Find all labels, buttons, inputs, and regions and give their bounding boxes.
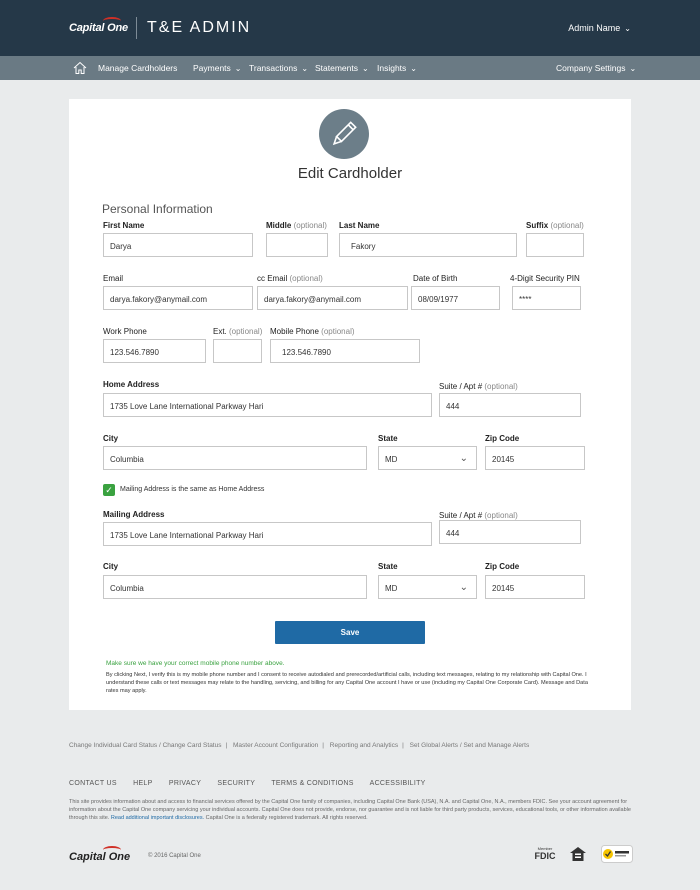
- email-field[interactable]: darya.fakory@anymail.com: [103, 286, 253, 310]
- user-menu-label: Admin Name: [568, 23, 621, 33]
- cc-email-label: cc Email (optional): [257, 274, 323, 283]
- nav-item-payments[interactable]: Payments ⌄: [193, 63, 242, 73]
- chevron-down-icon: ⌄: [362, 64, 369, 73]
- dob-field[interactable]: 08/09/1977: [411, 286, 500, 310]
- mailing-zip-field[interactable]: 20145: [485, 575, 585, 599]
- home-zip-label: Zip Code: [485, 434, 520, 443]
- chevron-down-icon: ⌄: [410, 64, 417, 73]
- same-as-home-label: Mailing Address is the same as Home Address: [120, 486, 265, 493]
- phone-notice: Make sure we have your correct mobile phone number above.: [106, 660, 285, 667]
- ext-label: Ext. (optional): [213, 327, 263, 336]
- copyright: © 2016 Capital One: [148, 853, 201, 859]
- nav-item-insights[interactable]: Insights ⌄: [377, 63, 417, 73]
- main-nav: [0, 56, 700, 80]
- footer-link-privacy[interactable]: PRIVACY: [168, 780, 202, 787]
- home-state-value: MD: [385, 455, 398, 464]
- chevron-down-icon: ⌄: [624, 24, 631, 33]
- pencil-icon: [319, 109, 369, 159]
- footer-disclaimer: This site provides information about and access to financial services offered by the Capital One family of companies, including Capital One Bank (USA), N.A. and Capital One, N.A., members FDIC. See your account agreement for information about the Capital One company servicing your individual accounts. Capital One does not provide, endorse, nor guarantee and is not liable for third party products, services, educational tools, or other information available through this site. Read additional important disclosures. Capital One is a federally registered trademark. All rights reserved.: [69, 799, 631, 821]
- cc-email-field[interactable]: darya.fakory@anymail.com: [257, 286, 408, 310]
- mailing-suite-label: Suite / Apt # (optional): [439, 511, 518, 520]
- chevron-down-icon: ⌄: [459, 453, 468, 464]
- disclosures-link[interactable]: Read additional important disclosures.: [110, 814, 205, 821]
- dob-label: Date of Birth: [413, 274, 458, 283]
- mailing-state-select[interactable]: [378, 575, 477, 599]
- pin-field[interactable]: ****: [512, 286, 581, 310]
- nav-item-manage-cardholders[interactable]: Manage Cardholders: [98, 63, 178, 73]
- last-name-label: Last Name: [339, 221, 380, 230]
- home-address-field[interactable]: 1735 Love Lane International Parkway Hari: [103, 393, 432, 417]
- chevron-down-icon: ⌄: [234, 64, 242, 73]
- section-title: Personal Information: [102, 202, 213, 216]
- equal-housing-icon: [569, 846, 587, 862]
- email-label: Email: [103, 274, 124, 283]
- edit-cardholder-card: [69, 99, 631, 710]
- home-address-label: Home Address: [103, 380, 160, 389]
- quick-link-alerts[interactable]: Set Global Alerts / Set and Manage Alerts: [409, 742, 530, 749]
- mailing-address-label: Mailing Address: [103, 510, 165, 519]
- work-phone-field[interactable]: 123.546.7890: [103, 339, 206, 363]
- same-as-home-checkbox[interactable]: [103, 484, 115, 496]
- ext-field[interactable]: [213, 339, 262, 363]
- mobile-phone-field[interactable]: 123.546.7890: [270, 339, 420, 363]
- last-name-field[interactable]: Fakory: [339, 233, 517, 257]
- mailing-state-label: State: [378, 562, 398, 571]
- middle-label: Middle (optional): [266, 221, 327, 230]
- footer-logo: Capital One: [69, 851, 130, 863]
- mailing-city-field[interactable]: Columbia: [103, 575, 367, 599]
- footer-link-accessibility[interactable]: ACCESSIBILITY: [369, 780, 426, 787]
- suffix-field[interactable]: [526, 233, 584, 257]
- mailing-zip-label: Zip Code: [485, 562, 520, 571]
- user-menu[interactable]: [568, 23, 631, 33]
- quick-link-card-status[interactable]: Change Individual Card Status / Change Card Status: [69, 742, 222, 749]
- header-divider: [136, 17, 137, 39]
- app-title: T&E ADMIN: [147, 19, 252, 36]
- nav-item-transactions[interactable]: Transactions ⌄: [249, 63, 309, 73]
- footer-link-terms[interactable]: TERMS & CONDITIONS: [271, 780, 354, 787]
- footer-link-help[interactable]: HELP: [133, 780, 153, 787]
- top-header: [0, 0, 700, 56]
- pin-label: 4-Digit Security PIN: [510, 274, 580, 283]
- first-name-field[interactable]: Darya: [103, 233, 253, 257]
- page-title: Edit Cardholder: [297, 165, 403, 182]
- home-suite-label: Suite / Apt # (optional): [439, 382, 518, 391]
- middle-field[interactable]: [266, 233, 328, 257]
- nav-item-statements[interactable]: Statements ⌄: [315, 63, 369, 73]
- capital-one-logo[interactable]: Capital One: [69, 22, 128, 34]
- home-icon[interactable]: [72, 60, 88, 76]
- mailing-state-value: MD: [385, 584, 398, 593]
- norton-secured-icon: [601, 845, 633, 863]
- nav-item-company-settings[interactable]: Company Settings ⌄: [556, 63, 637, 73]
- mailing-address-field[interactable]: 1735 Love Lane International Parkway Hari: [103, 522, 432, 546]
- fdic-icon: Member FDIC: [534, 846, 556, 861]
- quick-link-reporting[interactable]: Reporting and Analytics: [329, 742, 399, 749]
- mobile-phone-label: Mobile Phone (optional): [270, 327, 355, 336]
- footer-link-security[interactable]: SECURITY: [217, 780, 256, 787]
- quick-links: Change Individual Card Status / Change Card Status | Master Account Configuration | Reporting and Analytics | Set Global Alerts / Set and Manage Alerts: [69, 742, 530, 749]
- quick-link-master-account[interactable]: Master Account Configuration: [233, 742, 319, 749]
- footer-link-contact[interactable]: CONTACT US: [69, 780, 117, 787]
- home-city-field[interactable]: Columbia: [103, 446, 367, 470]
- mailing-city-label: City: [103, 562, 119, 571]
- home-state-select[interactable]: [378, 446, 477, 470]
- consent-text: By clicking Next, I verify this is my mobile phone number and I consent to receive autodialed and prerecorded/artificial calls, including text messages, relating to my relationship with Capital One. I understand these calls or text messages may relate to the handling, servicing, and billing for any Capital One account I have or use (including my Capital One Corporate Card). Message and Data rates may apply.: [106, 672, 588, 695]
- chevron-down-icon: ⌄: [629, 64, 637, 73]
- footer-nav: [69, 780, 440, 787]
- save-button[interactable]: Save: [275, 621, 425, 644]
- checkmark-icon: ✓: [105, 485, 113, 495]
- first-name-label: First Name: [103, 221, 145, 230]
- home-state-label: State: [378, 434, 398, 443]
- home-suite-field[interactable]: 444: [439, 393, 581, 417]
- work-phone-label: Work Phone: [103, 327, 147, 336]
- home-city-label: City: [103, 434, 119, 443]
- mailing-suite-field[interactable]: 444: [439, 520, 581, 544]
- suffix-label: Suffix (optional): [526, 221, 584, 230]
- chevron-down-icon: ⌄: [301, 64, 309, 73]
- chevron-down-icon: ⌄: [459, 582, 468, 593]
- home-zip-field[interactable]: 20145: [485, 446, 585, 470]
